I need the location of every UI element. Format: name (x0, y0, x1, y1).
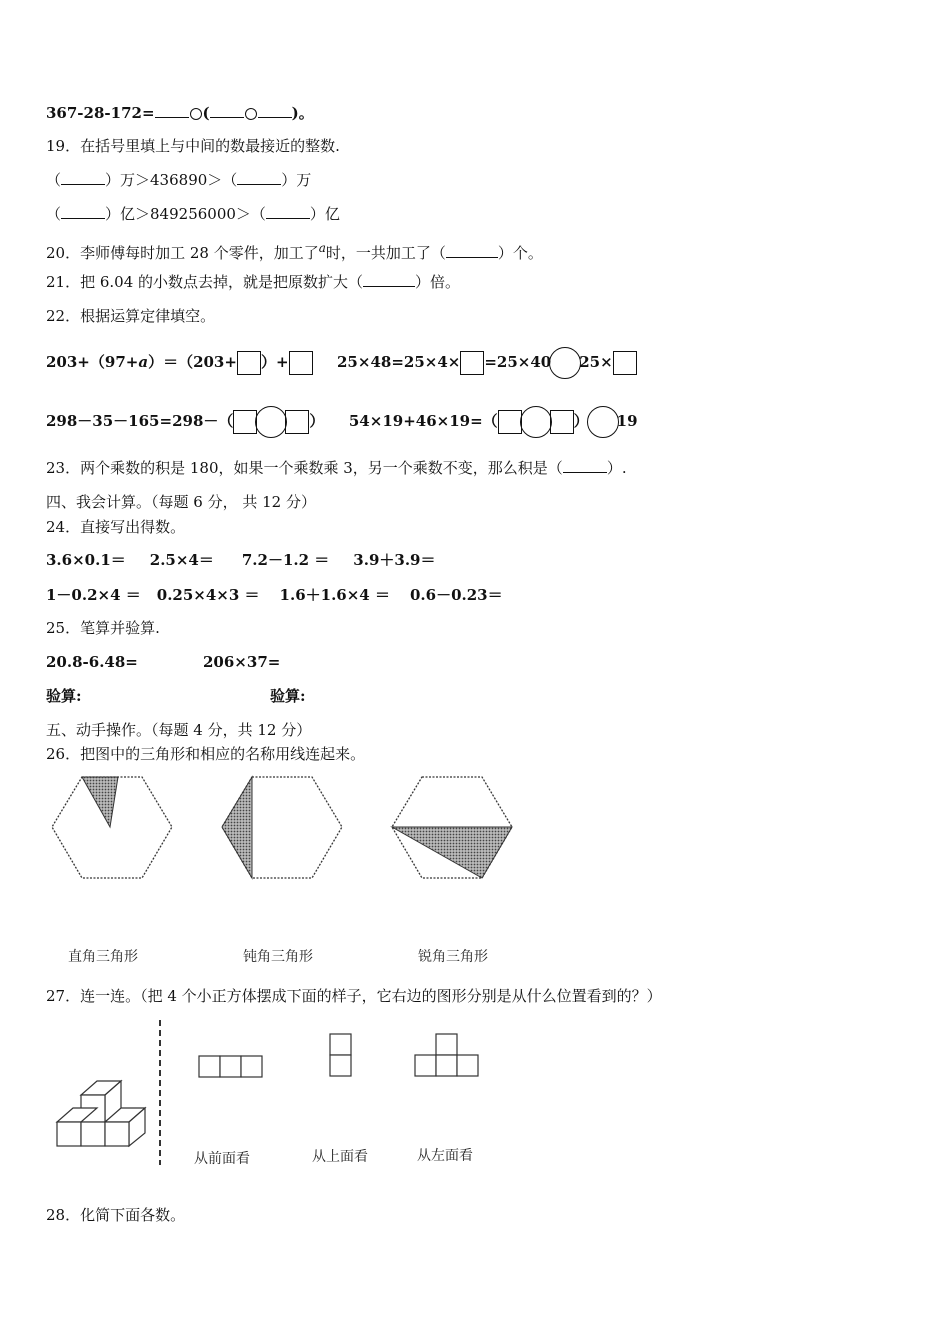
answer-blank[interactable] (363, 272, 415, 287)
answer-blank[interactable] (61, 204, 105, 219)
operator-circle[interactable] (255, 406, 287, 438)
answer-blank[interactable] (446, 243, 498, 258)
q22-title: 22．根据运算定律填空。 (46, 307, 216, 325)
section-5-heading: 五、动手操作。（每题 4 分，共 12 分） (46, 721, 312, 739)
view-top-shape[interactable] (330, 1034, 351, 1076)
q26-hexagon-figures (44, 770, 534, 890)
answer-blank[interactable] (258, 103, 292, 118)
operator-circle[interactable] (245, 108, 257, 120)
q25-title: 25．笔算并验算. (46, 619, 160, 637)
q24-row1: 3.6×0.1＝ 2.5×4＝ 7.2－1.2 ＝ 3.9＋3.9＝ (46, 551, 436, 569)
answer-box[interactable] (285, 410, 309, 434)
answer-blank[interactable] (237, 170, 281, 185)
label-right-triangle[interactable]: 直角三角形 (68, 949, 138, 965)
label-acute-triangle[interactable]: 锐角三角形 (418, 949, 488, 965)
q23: 23．两个乘数的积是 180，如果一个乘数乘 3，另一个乘数不变，那么积是（ ）. (46, 459, 627, 477)
answer-box[interactable] (289, 351, 313, 375)
answer-box[interactable] (233, 410, 257, 434)
q19-row1: （ ）万＞436890＞（ ）万 (46, 171, 312, 189)
answer-box[interactable] (460, 351, 484, 375)
q28-title: 28．化简下面各数。 (46, 1206, 186, 1224)
q18-expression: 367-28-172= ( )。 (46, 104, 314, 122)
q21: 21．把 6.04 的小数点去掉，就是把原数扩大（ ）倍。 (46, 273, 461, 291)
hexagon-3[interactable] (392, 777, 512, 878)
q25-check-2: 验算: (270, 687, 306, 705)
q20: 20．李师傅每时加工 28 个零件，加工了$^a$时，一共加工了（ ）个。 (46, 241, 543, 262)
answer-blank[interactable] (155, 103, 189, 118)
q25-problem-2: 206×37= (203, 653, 281, 671)
q26-title: 26．把图中的三角形和相应的名称用线连起来。 (46, 745, 366, 763)
q24-title: 24．直接写出得数。 (46, 518, 186, 536)
q24-row2: 1－0.2×4 ＝ 0.25×4×3 ＝ 1.6＋1.6×4 ＝ 0.6－0.23＝ (46, 586, 503, 604)
answer-blank[interactable] (266, 204, 310, 219)
answer-box[interactable] (498, 410, 522, 434)
q19-title: 19．在括号里填上与中间的数最接近的整数. (46, 137, 340, 155)
section-4-heading: 四、我会计算。（每题 6 分， 共 12 分） (46, 493, 316, 511)
view-left-shape[interactable] (415, 1034, 478, 1076)
answer-blank[interactable] (61, 170, 105, 185)
q19-row2: （ ）亿＞849256000＞（ ）亿 (46, 205, 340, 223)
label-obtuse-triangle[interactable]: 钝角三角形 (243, 949, 313, 965)
q25-check-1: 验算: (46, 687, 82, 705)
hexagon-2[interactable] (222, 777, 342, 878)
answer-blank[interactable] (563, 458, 607, 473)
q22-row2: 298－35－165=298－（ ） 54×19+46×19=（ ） 19 (46, 405, 638, 438)
cube-arrangement (57, 1081, 145, 1146)
answer-blank[interactable] (210, 103, 244, 118)
label-top-view[interactable]: 从上面看 (312, 1149, 368, 1165)
operator-circle[interactable] (190, 108, 202, 120)
q25-problem-1: 20.8-6.48= (46, 653, 138, 671)
answer-box[interactable] (613, 351, 637, 375)
q27-title: 27．连一连。（把 4 个小正方体摆成下面的样子，它右边的图形分别是从什么位置看到的？） (46, 987, 662, 1005)
operator-circle[interactable] (549, 347, 581, 379)
view-front-shape[interactable] (199, 1056, 262, 1077)
hexagon-1[interactable] (52, 777, 172, 878)
answer-box[interactable] (237, 351, 261, 375)
operator-circle[interactable] (587, 406, 619, 438)
q22-row1: 203+（97+a）＝（203+ ）+ 25×48=25×4× =25×40 25× (46, 346, 637, 379)
label-front-view[interactable]: 从前面看 (194, 1151, 250, 1167)
label-left-view[interactable]: 从左面看 (417, 1148, 473, 1164)
operator-circle[interactable] (520, 406, 552, 438)
answer-box[interactable] (550, 410, 574, 434)
